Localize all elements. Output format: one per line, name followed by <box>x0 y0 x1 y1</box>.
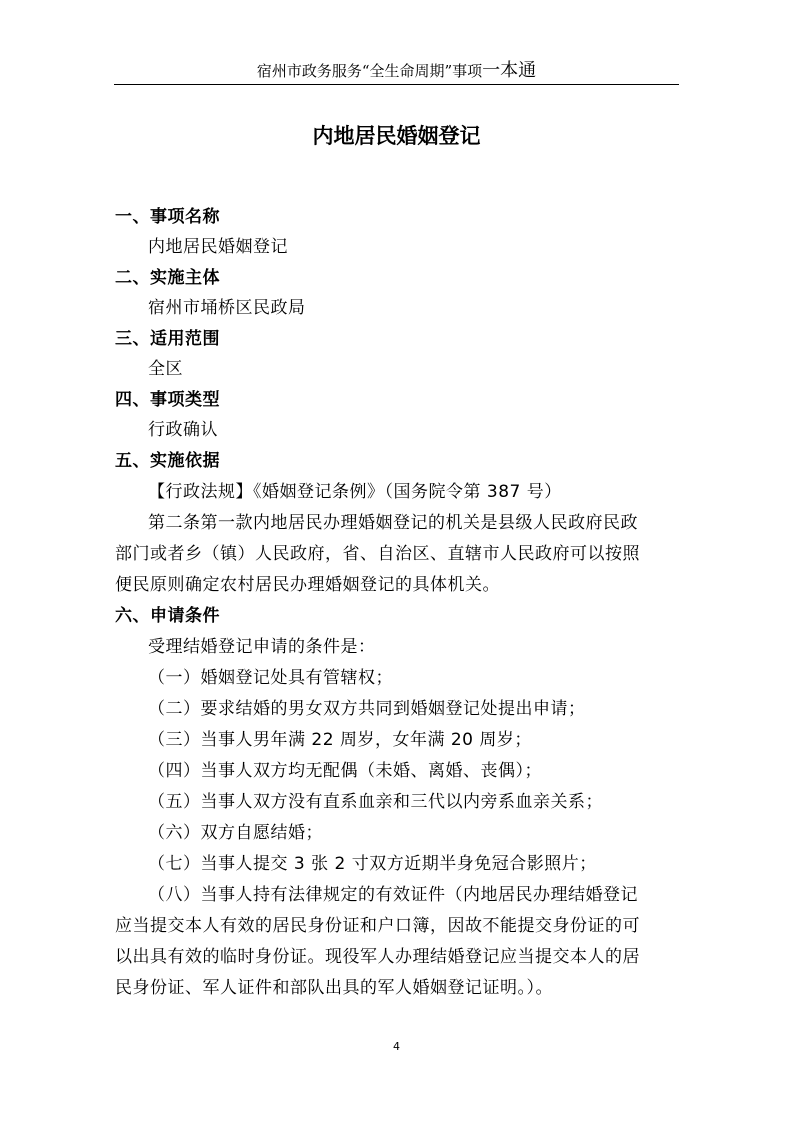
section-heading-implementer: 二、实施主体 <box>115 268 220 288</box>
page-number: 4 <box>393 1040 400 1053</box>
header-rule <box>114 84 679 85</box>
condition-item: （七）当事人提交 3 张 2 寸双方近期半身免冠合影照片； <box>148 854 597 874</box>
legal-basis-paragraph-line: 第二条第一款内地居民办理婚姻登记的机关是县级人民政府民政 <box>148 513 638 533</box>
section-content-item-name: 内地居民婚姻登记 <box>148 237 288 257</box>
section-heading-item-name: 一、事项名称 <box>115 207 220 227</box>
condition-item-8-line: 应当提交本人有效的居民身份证和户口簿，因故不能提交身份证的可 <box>115 916 640 936</box>
condition-item: （三）当事人男年满 22 周岁，女年满 20 周岁； <box>148 730 532 750</box>
condition-item-8-line: 以出具有效的临时身份证。现役军人办理结婚登记应当提交本人的居 <box>115 947 640 967</box>
running-header-tail: 一本通 <box>482 60 537 81</box>
section-content-implementer: 宿州市埇桥区民政局 <box>148 298 306 318</box>
condition-item: （六）双方自愿结婚； <box>148 823 323 843</box>
section-content-scope: 全区 <box>148 359 183 379</box>
legal-basis-paragraph-line: 部门或者乡（镇）人民政府，省、自治区、直辖市人民政府可以按照 <box>115 544 640 564</box>
section-heading-item-type: 四、事项类型 <box>115 390 220 410</box>
running-header <box>0 60 793 82</box>
condition-item-8-line: （八）当事人持有法律规定的有效证件（内地居民办理结婚登记 <box>148 885 638 905</box>
section-heading-scope: 三、适用范围 <box>115 329 220 349</box>
condition-item: （二）要求结婚的男女双方共同到婚姻登记处提出申请； <box>148 699 586 719</box>
condition-item: （一）婚姻登记处具有管辖权； <box>148 668 393 688</box>
condition-item-8-line: 民身份证、军人证件和部队出具的军人婚姻登记证明。）。 <box>115 978 553 998</box>
conditions-intro: 受理结婚登记申请的条件是： <box>148 637 376 657</box>
condition-item: （五）当事人双方没有直系血亲和三代以内旁系血亲关系； <box>148 792 603 812</box>
document-title: 内地居民婚姻登记 <box>312 124 481 148</box>
legal-basis-regulation: 【行政法规】《婚姻登记条例》（国务院令第 387 号） <box>148 482 562 502</box>
section-content-item-type: 行政确认 <box>148 420 218 440</box>
legal-basis-paragraph-line: 便民原则确定农村居民办理婚姻登记的具体机关。 <box>115 575 500 595</box>
section-heading-conditions: 六、申请条件 <box>115 606 220 626</box>
running-header-main: 宿州市政务服务“全生命周期”事项 <box>256 62 483 80</box>
condition-item: （四）当事人双方均无配偶（未婚、离婚、丧偶）； <box>148 761 542 781</box>
section-heading-legal-basis: 五、实施依据 <box>115 451 220 471</box>
